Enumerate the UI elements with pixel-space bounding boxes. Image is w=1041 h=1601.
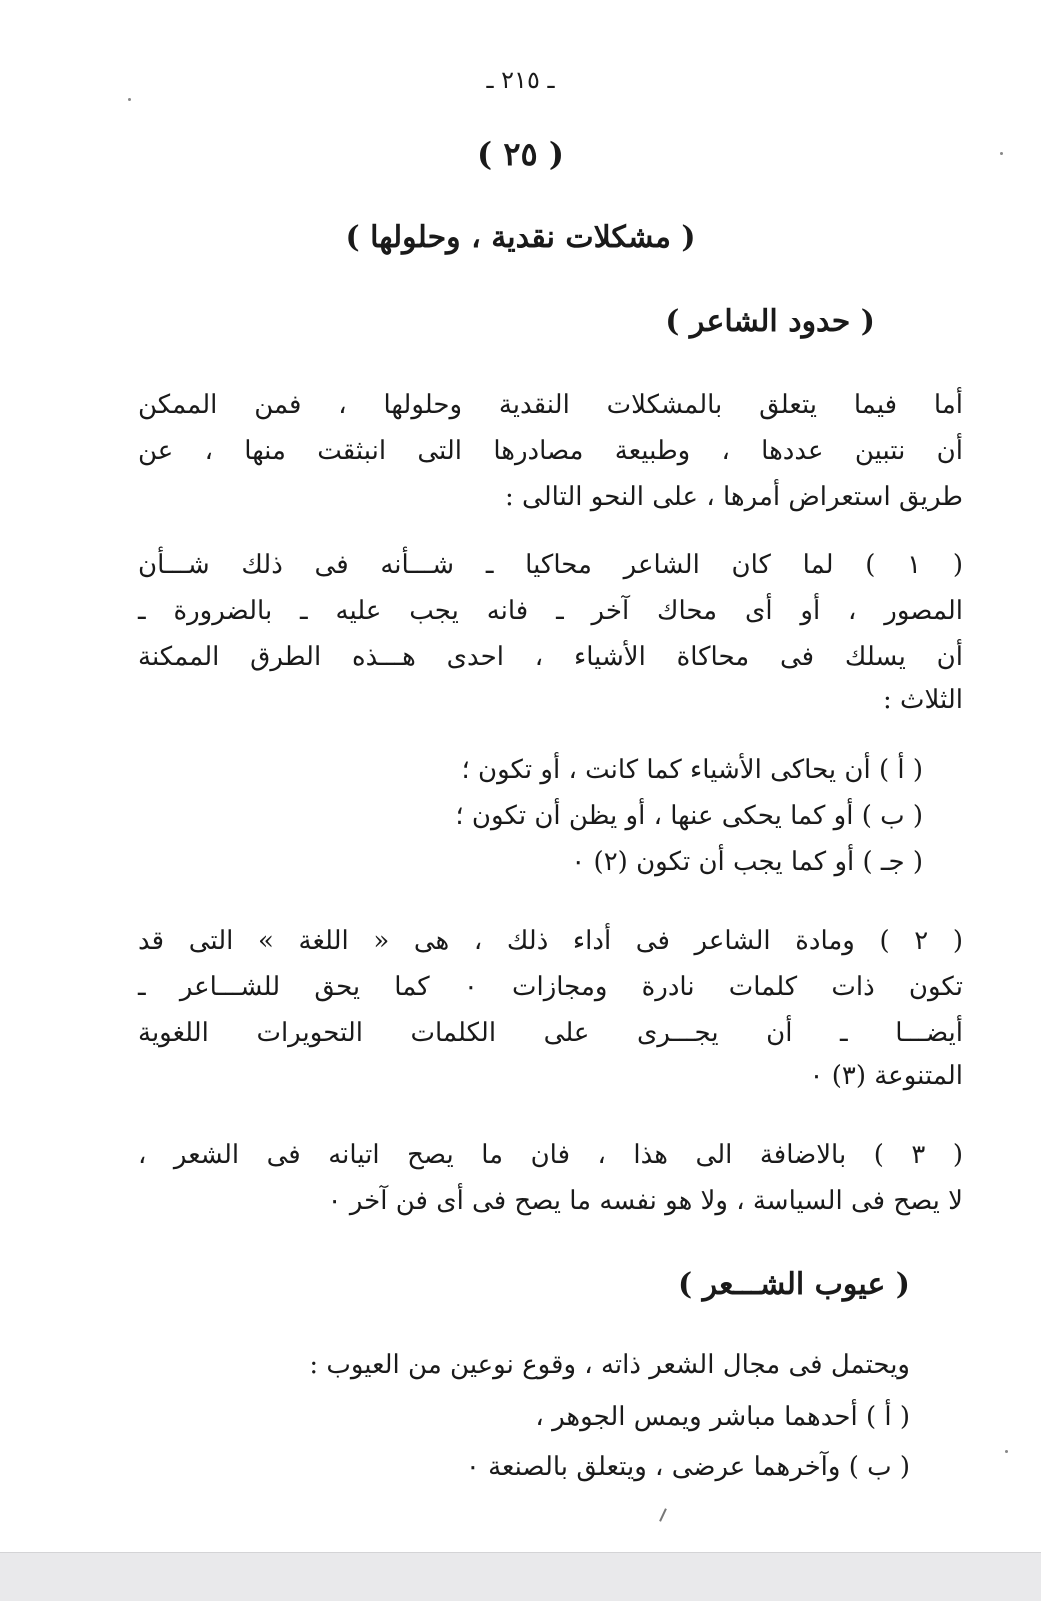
point1-line-1: ( ١ ) لما كان الشاعر محاكيا ـ شـــأنه فى ذلك شـــأن	[138, 550, 963, 580]
scan-mark	[659, 1508, 667, 1522]
scan-speck	[1005, 1450, 1008, 1453]
faults-intro: ويحتمل فى مجال الشعر ذاته ، وقوع نوعين من العيوب :	[309, 1350, 910, 1380]
point2-line-3: أيضـــا ـ أن يجـــرى على الكلمات التحويرات اللغوية	[138, 1018, 963, 1048]
section-heading-poet-limits: ( حدود الشاعر )	[665, 304, 875, 339]
point3-line-1: ( ٣ ) بالاضافة الى هذا ، فان ما يصح اتيانه فى الشعر ،	[138, 1140, 963, 1170]
intro-line-2: أن نتبين عددها ، وطبيعة مصادرها التى انبثقت منها ، عن	[138, 436, 963, 466]
point2-line-4: المتنوعة (٣) ٠	[809, 1061, 963, 1091]
point1-line-4: الثلاث :	[882, 685, 963, 715]
option-a: ( أ ) أن يحاكى الأشياء كما كانت ، أو تكون ؛	[461, 755, 923, 785]
scan-speck	[128, 98, 131, 101]
option-c: ( جـ ) أو كما يجب أن تكون (٢) ٠	[571, 847, 923, 877]
section-heading-poetry-faults: ( عيوب الشـــعر )	[677, 1267, 910, 1302]
chapter-number: ( ٢٥ )	[477, 135, 564, 173]
scan-speck	[1000, 152, 1003, 155]
page-number: ـ ٢١٥ ـ	[486, 66, 555, 94]
point2-line-2: تكون ذات كلمات نادرة ومجازات ٠ كما يحق للشـــاعر ـ	[138, 972, 963, 1002]
chapter-title: ( مشكلات نقدية ، وحلولها )	[345, 220, 696, 255]
point2-line-1: ( ٢ ) ومادة الشاعر فى أداء ذلك ، هى « اللغة » التى قد	[138, 926, 963, 956]
fault-item-a: ( أ ) أحدهما مباشر ويمس الجوهر ،	[535, 1402, 910, 1432]
point3-line-2: لا يصح فى السياسة ، ولا هو نفسه ما يصح فى أى فن آخر ٠	[327, 1186, 963, 1216]
option-b: ( ب ) أو كما يحكى عنها ، أو يظن أن تكون ؛	[455, 801, 923, 831]
fault-item-b: ( ب ) وآخرهما عرضى ، ويتعلق بالصنعة ٠	[465, 1452, 910, 1482]
intro-line-3: طريق استعراض أمرها ، على النحو التالى :	[505, 482, 963, 512]
intro-line-1: أما فيما يتعلق بالمشكلات النقدية وحلولها ، فمن الممكن	[138, 390, 963, 420]
point1-line-3: أن يسلك فى محاكاة الأشياء ، احدى هـــذه الطرق الممكنة	[138, 642, 963, 672]
viewer-bottom-bar	[0, 1552, 1041, 1601]
point1-line-2: المصور ، أو أى محاك آخر ـ فانه يجب عليه ـ بالضرورة ـ	[138, 596, 963, 626]
